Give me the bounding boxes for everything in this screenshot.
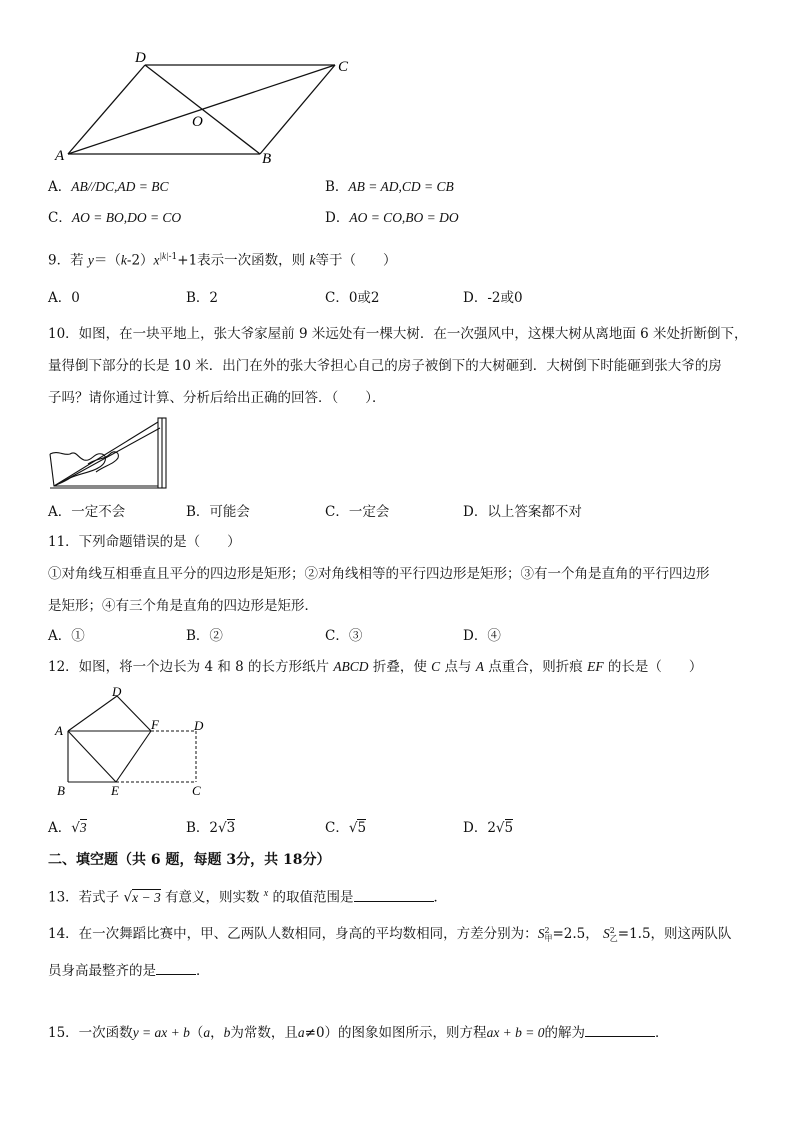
q14-answer-blank[interactable] bbox=[156, 960, 196, 975]
q11-option-a[interactable]: A．① bbox=[48, 628, 85, 644]
sqrt-symbol: √ bbox=[218, 820, 227, 836]
q12-option-c[interactable]: C．√5 bbox=[325, 820, 367, 836]
label-D-folded: D bbox=[112, 684, 122, 699]
q8-option-c[interactable]: C．AO = BO,DO = CO bbox=[48, 210, 182, 226]
q11-option-c[interactable]: C．③ bbox=[325, 628, 363, 644]
label-F: F bbox=[151, 717, 159, 732]
sqrt-symbol: √ bbox=[348, 820, 358, 836]
label-B: B bbox=[262, 151, 272, 167]
label-E: E bbox=[111, 783, 119, 798]
q12-stem: 12．如图，将一个边长为 4 和 8 的长方形纸片 ABCD 折叠，使 C 点与 A 点重合，则折痕 EF 的长是（ ） bbox=[48, 659, 703, 675]
q8-option-d[interactable]: D．AO = CO,BO = DO bbox=[325, 210, 459, 226]
q8-option-b[interactable]: B．AB = AD,CD = CB bbox=[325, 179, 454, 195]
sqrt-symbol: √ bbox=[71, 820, 80, 836]
q15-answer-blank[interactable] bbox=[585, 1022, 655, 1037]
q10-option-d[interactable]: D．以上答案都不对 bbox=[463, 504, 582, 520]
sqrt-symbol: √ bbox=[495, 820, 505, 836]
q14-line-1: 14．在一次舞蹈比赛中，甲、乙两队人数相同，身高的平均数相同，方差分别为：S 2 甲 =2.5， S 2 乙 =1.5，则这两队队 bbox=[48, 925, 732, 943]
label-A: A bbox=[55, 723, 63, 738]
q12-option-a[interactable]: A．√3 bbox=[48, 820, 87, 836]
q9-option-a[interactable]: A．0 bbox=[48, 290, 80, 306]
q13-stem: 13．若式子 √x − 3 有意义，则实数 $^x$ 的取值范围是 ． bbox=[48, 888, 448, 906]
q10-line-2: 量得倒下部分的长是 10 米．出门在外的张大爷担心自己的房子被倒下的大树砸到．大树倒下时能砸到张大爷的房 bbox=[48, 358, 722, 374]
q10-option-a[interactable]: A．一定不会 bbox=[48, 504, 126, 520]
q8-option-a[interactable]: A．AB//DC,AD = BC bbox=[48, 179, 169, 195]
q11-line-1: ①对角线互相垂直且平分的四边形是矩形；②对角线相等的平行四边形是矩形；③有一个角是直角的平行四边形 bbox=[48, 566, 710, 582]
q12-option-d[interactable]: D．2√5 bbox=[463, 820, 514, 836]
label-C: C bbox=[338, 59, 349, 75]
folded-rectangle-figure bbox=[48, 684, 218, 800]
label-D: D bbox=[135, 50, 146, 66]
parallelogram-figure bbox=[50, 48, 360, 173]
q10-line-3: 子吗？请你通过计算、分析后给出正确的回答．（ ）． bbox=[48, 390, 386, 406]
q12-option-b[interactable]: B．2√3 bbox=[186, 820, 236, 836]
q9-option-c[interactable]: C．0或2 bbox=[325, 290, 380, 306]
label-B: B bbox=[57, 783, 65, 798]
q9-option-d[interactable]: D．-2或0 bbox=[463, 290, 523, 306]
label-C: C bbox=[192, 783, 201, 798]
sqrt-symbol: √ bbox=[123, 889, 133, 906]
label-A: A bbox=[55, 148, 65, 164]
q9-stem: 9．若 $y=(k-2)x^{|k|-1}+1$表示一次函数，则 k等于（ ） bbox=[48, 251, 397, 269]
q9-option-b[interactable]: B．2 bbox=[186, 290, 219, 306]
label-O: O bbox=[192, 114, 203, 130]
broken-tree-figure bbox=[48, 414, 172, 492]
q13-answer-blank[interactable] bbox=[354, 887, 434, 902]
q11-option-b[interactable]: B．② bbox=[186, 628, 223, 644]
q10-line-1: 10．如图，在一块平地上，张大爷家屋前 9 米远处有一棵大树．在一次强风中，这棵大树从离地面 6 米处折断倒下， bbox=[48, 326, 748, 342]
q15-stem: 15．一次函数y = ax + b（a，b为常数，且a≠0）的图象如图所示，则方程ax + b = 0的解为 ． bbox=[48, 1022, 669, 1043]
q11-stem: 11．下列命题错误的是（ ） bbox=[48, 534, 241, 550]
q14-line-2: 员身高最整齐的是 ． bbox=[48, 960, 210, 981]
q10-option-c[interactable]: C．一定会 bbox=[325, 504, 390, 520]
q10-option-b[interactable]: B．可能会 bbox=[186, 504, 250, 520]
section-fill-in-title: 二、填空题（共 6 题，每题 3分，共 18分） bbox=[48, 852, 331, 868]
label-D: D bbox=[194, 718, 204, 733]
q11-option-d[interactable]: D．④ bbox=[463, 628, 501, 644]
q11-line-2: 是矩形；④有三个角是直角的四边形是矩形． bbox=[48, 598, 318, 614]
